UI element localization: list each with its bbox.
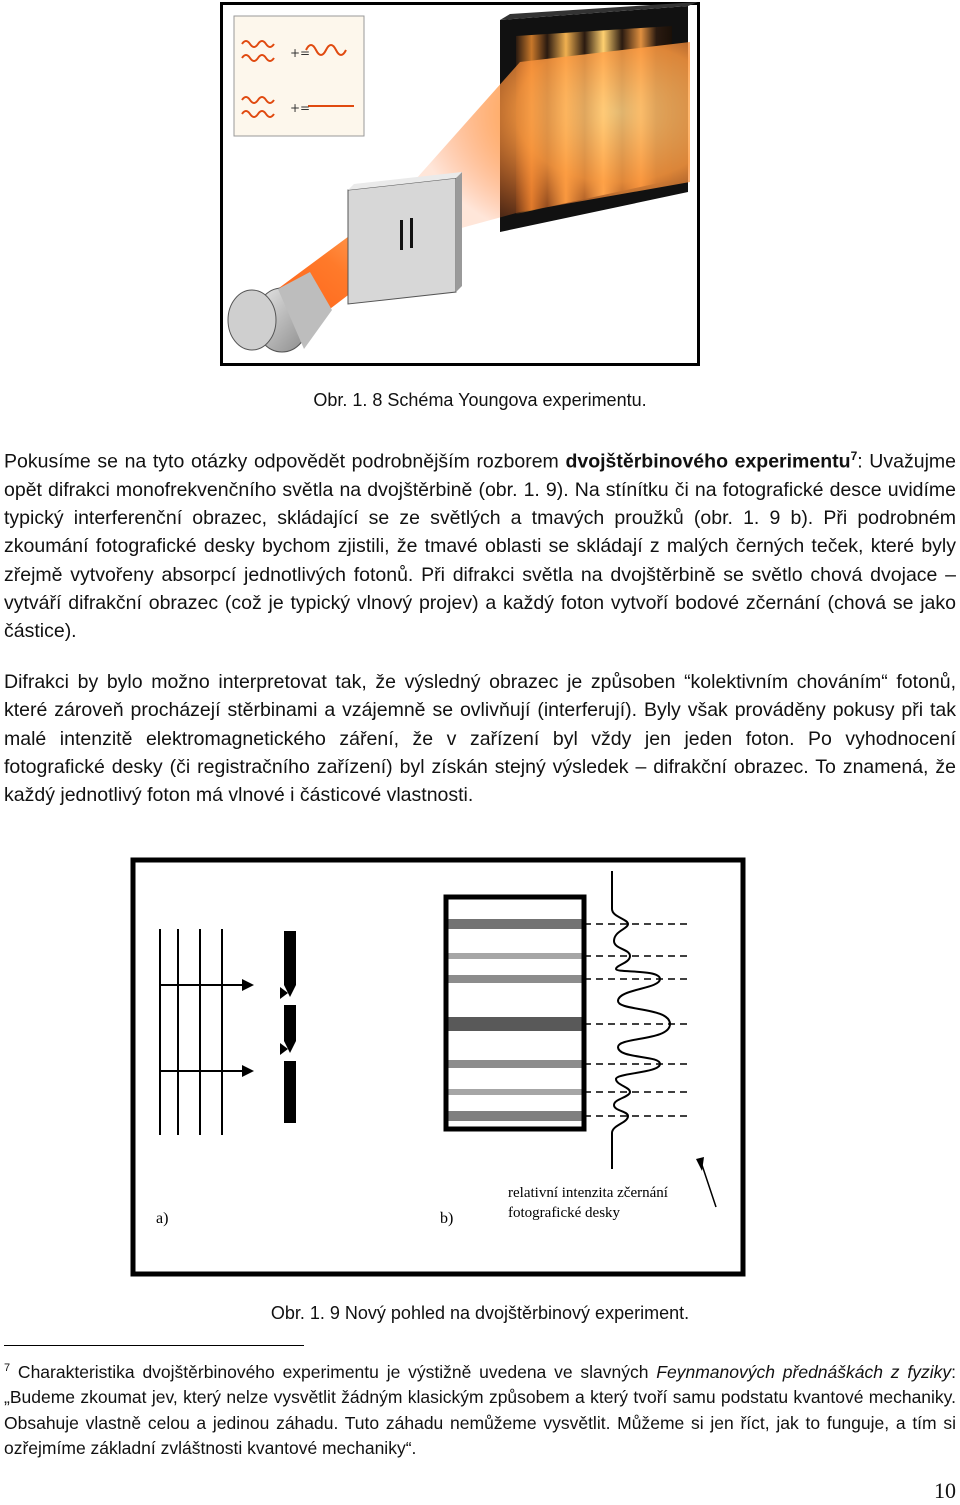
footnote-number: 7 [4, 1362, 11, 1374]
paragraph-2: Difrakci by bylo možno interpretovat tak, že výsledný obrazec je způsoben “kolektivním chováním“ fotonů, které zároveň procházejí stěrbinami a vzájemně se ovlivňují (interferují). Byly však prováděny pokusy při tak malé intenzitě elektromagnetického záření, že v zařízení byl vždy jen jeden foton. Po vyhodnocení fotografické desky (či registračního zařízení) byl získán stejný výsledek – difrakční obrazec. To znamená, že každý jednotlivý foton má vlnové i částicové vlastnosti. [4, 671, 956, 807]
double-slit-figure [130, 857, 746, 1277]
footnote [4, 1356, 956, 1462]
label-b: b) [440, 1210, 454, 1227]
svg-text:+=: += [290, 101, 311, 115]
figure1-caption: Obr. 1. 8 Schéma Youngova experimentu. [313, 390, 647, 410]
figure2-caption: Obr. 1. 9 Nový pohled na dvojštěrbinový experiment. [270, 1303, 690, 1323]
footnote-text-a: Charakteristika dvojštěrbinového experimentu je výstižně uvedena ve slavných [10, 1361, 657, 1382]
slit-barrier [284, 931, 296, 997]
young-experiment-figure [220, 2, 700, 366]
footnote-text-b: : „Budeme zkoumat jev, který nelze vysvětlit žádným klasickým způsobem a který tvoří samu podstatu kvantové mechaniky. Obsahuje vlastně celou a jedinou záhadu. Tuto záhadu nemůžeme vysvětlit. Můžeme si jen říct, jak to funguje, a tím si ozřejmíme základní zvláštnosti kvantové mechaniky“. [4, 1361, 956, 1459]
footnote-italic-title: Feynmanových přednáškách z fyziky [656, 1361, 952, 1382]
paragraph-1-text-a: Pokusíme se na tyto otázky odpovědět podrobnějším rozborem [4, 450, 566, 473]
footnote-ref[interactable]: 7 [850, 449, 858, 463]
svg-text:+=: += [290, 46, 311, 60]
annotation-line2: fotografické desky [508, 1205, 621, 1221]
paragraph-1-bold-term: dvojštěrbinového experimentu [565, 450, 851, 473]
label-a: a) [156, 1210, 169, 1227]
paragraph-1 [4, 442, 956, 646]
footnote-divider [4, 1345, 304, 1346]
page-number: 10 [934, 1478, 956, 1503]
annotation-line1: relativní intenzita zčernání [508, 1185, 668, 1201]
paragraph-1-text-b: : Uvažujme opět difrakci monofrekvenčního světla na dvojštěrbině (obr. 1. 9). Na stínítku či na fotografické desce uvidíme typický interferenční obrazec, skládající se ze světlých a tmavých proužků (obr. 1. 9 b). Při podrobném zkoumání fotografické desky bychom zjistili, že tmavé oblasti se skládají z malých černých teček, které byly zřejmě vytvořeny absorpcí jednotlivých fotonů. Při difrakci světla na dvojštěrbině se světlo chová dvojace – vytváří difrakční obrazec (což je typický vlnový projev) a každý foton vytvoří bodové zčernání (chová se jako částice). [4, 450, 956, 643]
